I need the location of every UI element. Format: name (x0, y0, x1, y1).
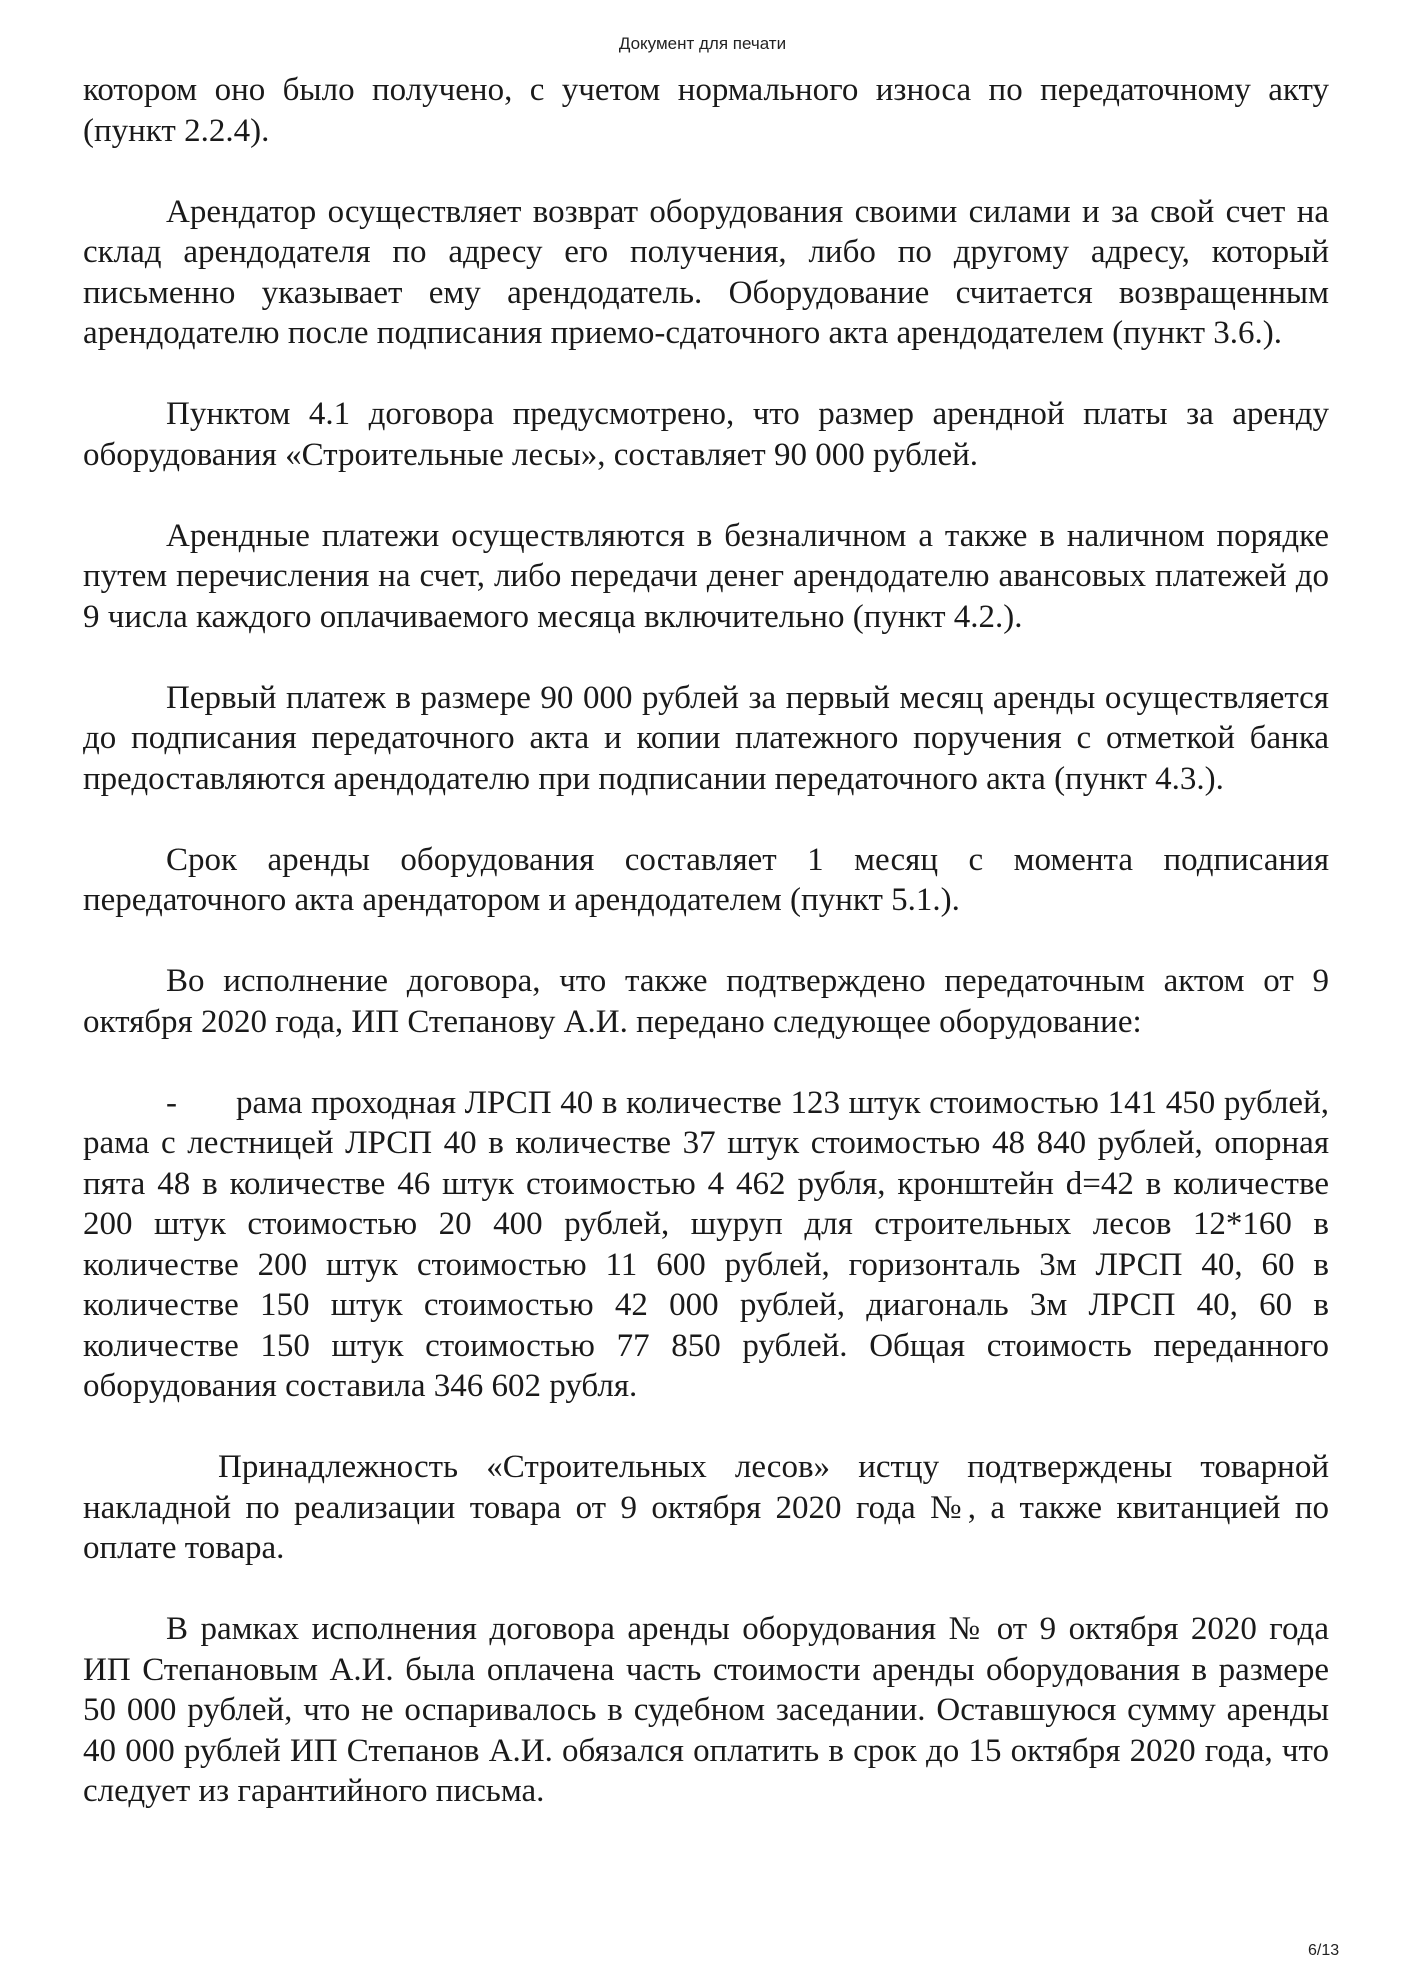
paragraph-rent-term: Срок аренды оборудования составляет 1 месяц с момента подписания передаточного акта арендатором и арендодателем (пункт 5.1.). (83, 841, 1329, 918)
paragraph-continuation: котором оно было получено, с учетом нормального износа по передаточному акту (пункт 2.2.4). (83, 72, 1329, 149)
paragraph-first-payment: Первый платеж в размере 90 000 рублей за первый месяц аренды осуществляется до подписания передаточного акта и копии платежного поручения с отметкой банка предоставляются арендодателю при подписании передаточного акта (пункт 4.3.). (83, 679, 1329, 797)
paragraph-rent-amount: Пунктом 4.1 договора предусмотрено, что размер арендной платы за аренду оборудования «Строительные лесы», составляет 90 000 рублей. (83, 396, 1329, 473)
paragraph-ownership: Принадлежность «Строительных лесов» истцу подтверждены товарной накладной по реализации товара от 9 октября 2020 года №, а также квитанцией по оплате товара. (83, 1449, 1329, 1566)
document-body (83, 70, 1329, 1852)
list-item-equipment (83, 1083, 1329, 1407)
list-item-equipment-text: рама проходная ЛРСП 40 в количестве 123 штук стоимостью 141 450 рублей, рама с лестницей ЛРСП 40 в количестве 37 штук стоимостью 48 840 рублей, опорная пята 48 в количестве 46 штук стоимостью 4 462 рубля, кронштейн d=42 в количестве 200 штук стоимостью 20 400 рублей, шуруп для строительных лесов 12*160 в количестве 200 штук стоимостью 11 600 рублей, горизонталь 3м ЛРСП 40, 60 в количестве 150 штук стоимостью 42 000 рублей, диагональ 3м ЛРСП 40, 60 в количестве 150 штук стоимостью 77 850 рублей. Общая стоимость переданного оборудования составила 346 602 рубля. (83, 1084, 1329, 1404)
paragraph-return-of-equipment: Арендатор осуществляет возврат оборудования своими силами и за свой счет на склад арендодателя по адресу его получения, либо по другому адресу, который письменно указывает ему арендодатель. Оборудование считается возвращенным арендодателю после подписания приемо-сдаточного акта арендодателем (пункт 3.6.). (83, 193, 1329, 351)
paragraph-transfer-act: Во исполнение договора, что также подтверждено передаточным актом от 9 октября 2020 года, ИП Степанову А.И. передано следующее оборудование: (83, 963, 1329, 1040)
list-dash-marker: - (166, 1084, 177, 1121)
paragraph-rent-payments: Арендные платежи осуществляются в безналичном а также в наличном порядке путем перечисления на счет, либо передачи денег арендодателю авансовых платежей до 9 числа каждого оплачиваемого месяца включительно (пункт 4.2.). (83, 517, 1329, 635)
page-header-title: Документ для печати (618, 34, 787, 53)
paragraph-partial-payment: В рамках исполнения договора аренды оборудования № от 9 октября 2020 года ИП Степановым А.И. была оплачена часть стоимости аренды оборудования в размере 50 000 рублей, что не оспаривалось в судебном заседании. Оставшуюся сумму аренды 40 000 рублей ИП Степанов А.И. обязался оплатить в срок до 15 октября 2020 года, что следует из гарантийного письма. (83, 1611, 1329, 1809)
page-number: 6/13 (1308, 1942, 1340, 1959)
